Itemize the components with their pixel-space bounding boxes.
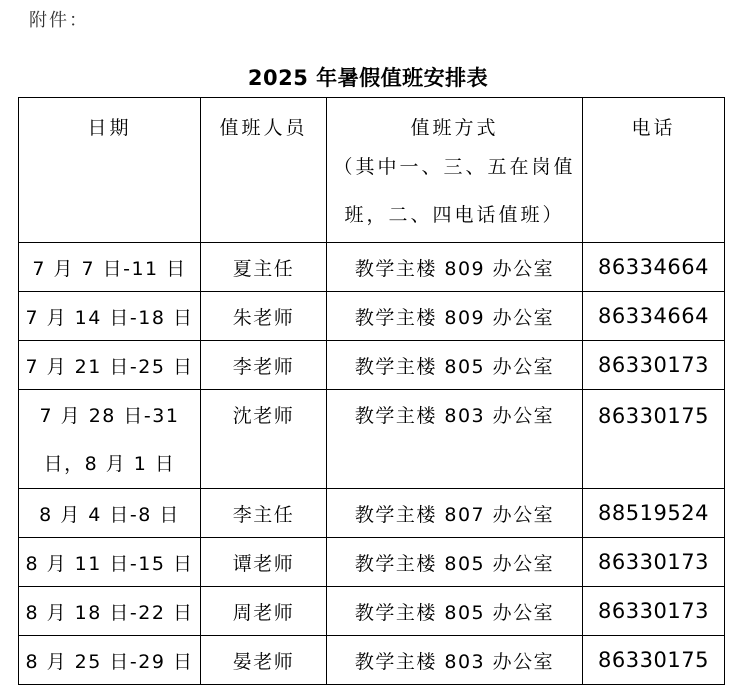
office-cell: 教学主楼 803 办公室: [327, 636, 583, 685]
header-phone: [583, 98, 725, 243]
table-row: [19, 636, 725, 685]
header-method-note-line1: （其中一、三、五在岗值: [333, 156, 576, 178]
header-method-note-line2: 班，二、四电话值班）: [344, 204, 565, 226]
header-method: [327, 98, 583, 243]
person-cell: 晏老师: [201, 636, 327, 685]
office-cell: 教学主楼 803 办公室: [327, 390, 583, 489]
phone-cell: 86330173: [583, 341, 725, 390]
table-row: [19, 243, 725, 292]
phone-cell: 86330173: [583, 587, 725, 636]
phone-cell: 86330175: [583, 390, 725, 489]
page-title: 2025 年暑假值班安排表: [247, 66, 489, 90]
table-row: [19, 390, 725, 489]
phone-cell: 86334664: [583, 292, 725, 341]
office-cell: 教学主楼 809 办公室: [327, 292, 583, 341]
office-cell: 教学主楼 805 办公室: [327, 538, 583, 587]
person-cell: 周老师: [201, 587, 327, 636]
phone-cell: 86334664: [583, 243, 725, 292]
header-method-label: 值班方式: [410, 117, 499, 139]
person-cell: 沈老师: [201, 390, 327, 489]
phone-cell: 86330173: [583, 538, 725, 587]
office-cell: 教学主楼 805 办公室: [327, 341, 583, 390]
date-line-2: 日，8 月 1 日: [43, 453, 176, 475]
person-cell: 谭老师: [201, 538, 327, 587]
table-row: [19, 587, 725, 636]
date-cell: 7 月 7 日-11 日: [19, 243, 201, 292]
table-row: [19, 292, 725, 341]
phone-cell: 88519524: [583, 489, 725, 538]
duty-schedule-table: [18, 97, 725, 685]
date-cell: [19, 390, 201, 489]
date-cell: 8 月 11 日-15 日: [19, 538, 201, 587]
date-cell: 8 月 4 日-8 日: [19, 489, 201, 538]
office-cell: 教学主楼 809 办公室: [327, 243, 583, 292]
date-line-1: 7 月 28 日-31: [39, 405, 180, 427]
table-row: [19, 489, 725, 538]
table-row: [19, 341, 725, 390]
header-phone-label: 电话: [631, 117, 676, 139]
person-cell: 夏主任: [201, 243, 327, 292]
header-staff: [201, 98, 327, 243]
table-row: [19, 538, 725, 587]
person-cell: 李老师: [201, 341, 327, 390]
header-date-label: 日期: [87, 117, 132, 139]
date-cell: 8 月 18 日-22 日: [19, 587, 201, 636]
date-cell: 8 月 25 日-29 日: [19, 636, 201, 685]
header-date: [19, 98, 201, 243]
person-cell: 朱老师: [201, 292, 327, 341]
person-cell: 李主任: [201, 489, 327, 538]
header-row: [19, 98, 725, 243]
phone-cell: 86330175: [583, 636, 725, 685]
date-cell: 7 月 14 日-18 日: [19, 292, 201, 341]
header-staff-label: 值班人员: [219, 117, 308, 139]
attachment-label: 附件：: [29, 10, 89, 31]
office-cell: 教学主楼 807 办公室: [327, 489, 583, 538]
date-cell: 7 月 21 日-25 日: [19, 341, 201, 390]
office-cell: 教学主楼 805 办公室: [327, 587, 583, 636]
